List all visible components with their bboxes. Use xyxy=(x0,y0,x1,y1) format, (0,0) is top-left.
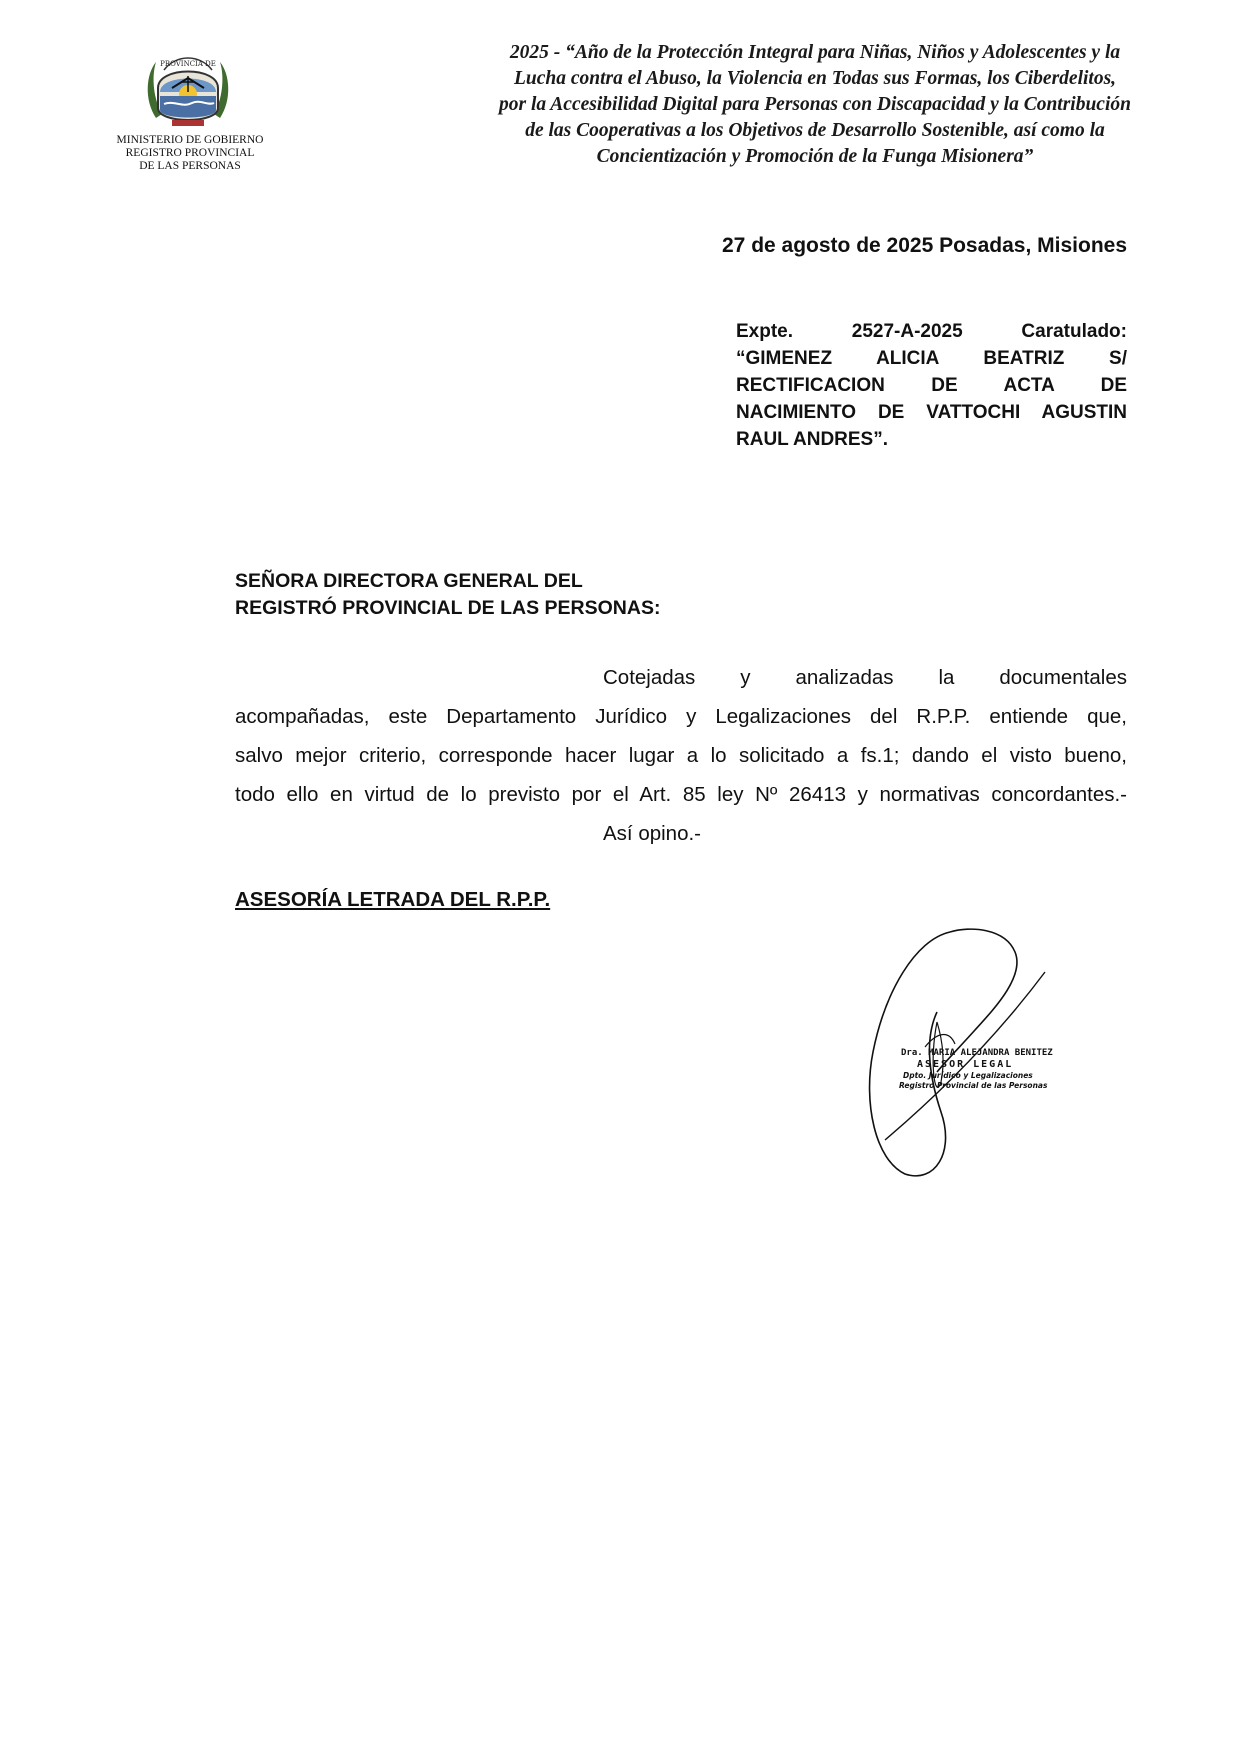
seal-caption-line: DE LAS PERSONAS xyxy=(139,160,241,172)
motto-line: 2025 - “Año de la Protección Integral para Niñas, Niños y Adolescentes y la xyxy=(509,42,1121,63)
seal-caption-line: REGISTRO PROVINCIAL xyxy=(125,147,255,159)
body-line: todo ello en virtud de lo previsto por el Art. 85 ley Nº 26413 y normativas concordantes.- xyxy=(235,783,1127,806)
signature-stamp xyxy=(845,912,1065,1187)
office-title: ASESORÍA LETRADA DEL R.P.P. xyxy=(235,888,551,911)
svg-text:Dra. MARIA ALEJANDRA BENITEZ: Dra. MARIA ALEJANDRA BENITEZ xyxy=(901,1048,1053,1058)
motto-line: por la Accesibilidad Digital para Personas con Discapacidad y la Contribución xyxy=(499,94,1131,115)
motto-line: de las Cooperativas a los Objetivos de Desarrollo Sostenible, así como la xyxy=(525,120,1105,141)
seal-caption xyxy=(100,134,280,173)
expediente-line: Expte. 2527-A-2025 Caratulado: xyxy=(736,321,1127,342)
body-paragraph xyxy=(235,658,1127,853)
body-line: Cotejadas y analizadas la documentales xyxy=(603,666,1127,689)
motto-line: Lucha contra el Abuso, la Violencia en Todas sus Formas, los Ciberdelitos, xyxy=(513,68,1117,89)
svg-text:Registro Provincial de las Per: Registro Provincial de las Personas xyxy=(899,1081,1048,1090)
seal-text: PROVINCIA DE xyxy=(160,60,216,68)
seal-caption-line: MINISTERIO DE GOBIERNO xyxy=(116,134,264,146)
expediente-block xyxy=(736,318,1127,453)
body-line: salvo mejor criterio, corresponde hacer lugar a lo solicitado a fs.1; dando el visto bueno, xyxy=(235,744,1127,767)
year-motto xyxy=(440,40,1190,170)
addressee xyxy=(235,568,660,622)
expediente-line: RAUL ANDRES”. xyxy=(736,429,889,450)
svg-text:Dpto. Jurídico y Legalizacione: Dpto. Jurídico y Legalizaciones xyxy=(903,1071,1033,1080)
motto-line: Concientización y Promoción de la Funga Misionera” xyxy=(596,146,1034,167)
addressee-line: REGISTRÓ PROVINCIAL DE LAS PERSONAS: xyxy=(235,597,661,619)
closing-line: Así opino.- xyxy=(603,822,701,845)
expediente-line: NACIMIENTO DE VATTOCHI AGUSTIN xyxy=(736,402,1127,423)
svg-text:ASESOR LEGAL: ASESOR LEGAL xyxy=(917,1059,1014,1070)
provincial-seal-logo xyxy=(142,48,234,130)
body-line: acompañadas, este Departamento Jurídico y Legalizaciones del R.P.P. entiende que, xyxy=(235,705,1127,728)
expediente-line: “GIMENEZ ALICIA BEATRIZ S/ xyxy=(736,348,1127,369)
addressee-line: SEÑORA DIRECTORA GENERAL DEL xyxy=(235,570,583,592)
date-line: 27 de agosto de 2025 Posadas, Misiones xyxy=(722,234,1127,257)
expediente-line: RECTIFICACION DE ACTA DE xyxy=(736,375,1127,396)
